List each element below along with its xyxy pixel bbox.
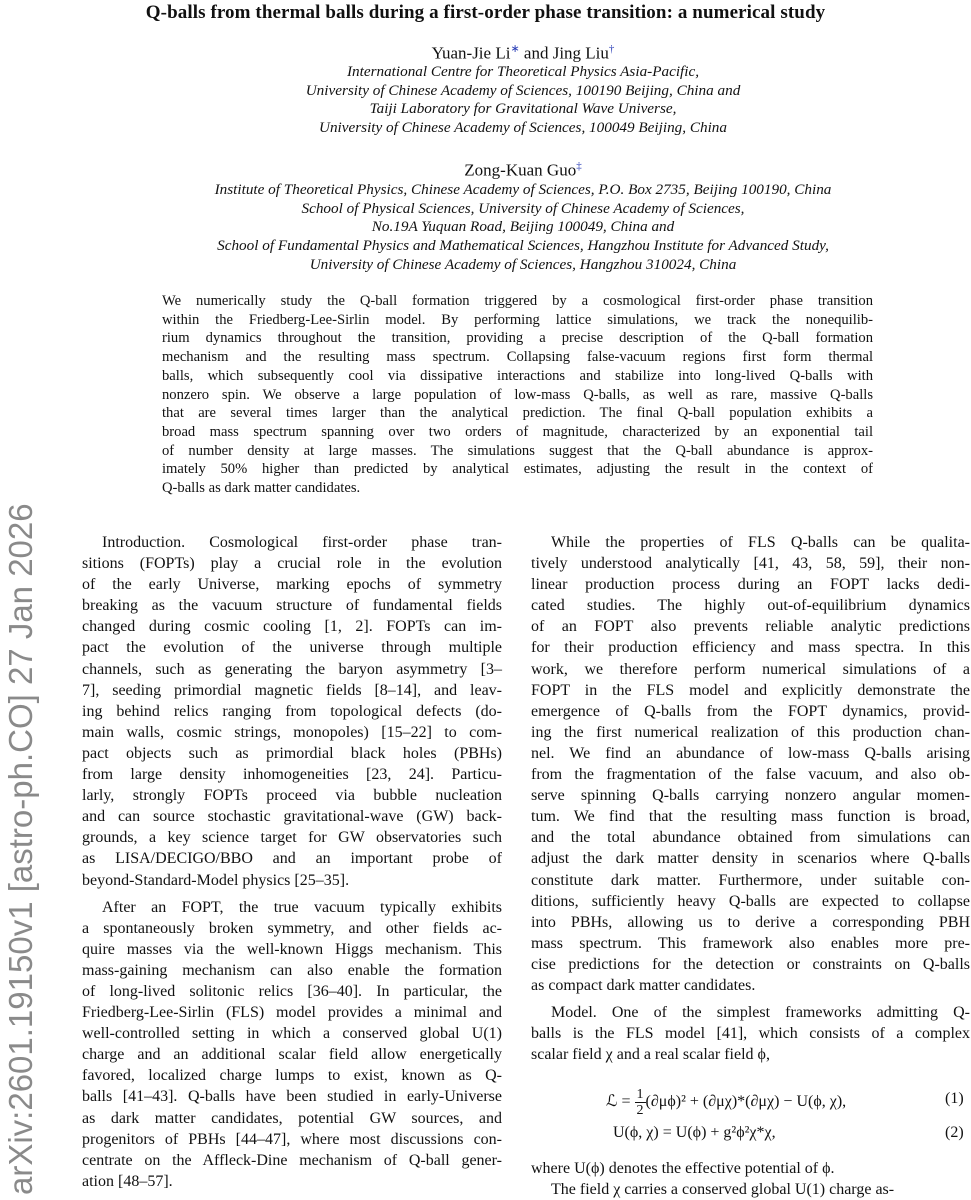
text-line: favored, localized charge lumps to exist, known as Q- [82, 1067, 502, 1085]
author-footnote-mark[interactable]: † [608, 43, 615, 55]
text-line: of long-lived solitonic relics [36–40]. In particular, the [82, 982, 502, 1000]
text-line: balls is the FLS model [41], which consists of a complex [531, 1025, 970, 1043]
text-line: While the properties of FLS Q-balls can be qualita- [551, 534, 970, 551]
affiliation-line: Taiji Laboratory for Gravitational Wave Universe, [369, 100, 677, 118]
text-line: and can source stochastic gravitational-wave (GW) back- [82, 808, 502, 826]
affiliation-line: University of Chinese Academy of Sciences, 100049 Beijing, China [318, 119, 727, 137]
text-line: grounds, a key science target for GW observatories such [82, 829, 502, 847]
abstract-line: We numerically study the Q-ball formation triggered by a cosmological first-order phase transition [162, 293, 873, 309]
author-line-2 [0, 160, 971, 181]
text-line: linear production process during an FOPT lacks dedi- [531, 576, 970, 594]
abstract-line: balls, which subsequently cool via dissipative interactions and stabilize into long-lived Q-balls with [162, 367, 873, 384]
text-line: pact objects such as primordial black holes (PBHs) [82, 744, 502, 762]
equation-number-2: (2) [945, 1124, 964, 1141]
text-line: nel. We find an abundance of low-mass Q-balls arising [531, 744, 970, 762]
text-line: ing the first numerical realization of this production chan- [531, 723, 970, 741]
affiliation-block-1 [0, 63, 971, 138]
text-line: FOPT in the FLS model and explicitly demonstrate the [531, 681, 970, 699]
eq1-lhs: ℒ = [606, 1093, 631, 1111]
equation-number-1: (1) [945, 1090, 964, 1107]
text-line: changed during cosmic cooling [1, 2]. FOPTs can im- [82, 618, 502, 636]
text-line: main walls, cosmic strings, monopoles) [15–22] to com- [82, 723, 502, 741]
text-line: serve spinning Q-balls carrying nonzero angular momen- [531, 787, 970, 805]
text-line: ditions, sufficiently heavy Q-balls are expected to collapse [531, 892, 970, 910]
eq1-fraction: $\frac{1}{2}$ [636, 1087, 644, 1118]
text-line: for their production efficiency and mass spectra. In this [531, 639, 970, 657]
text-line: channels, such as generating the baryon asymmetry [3– [82, 660, 502, 678]
text-line: mass spectrum. This framework also enables more pre- [531, 934, 970, 952]
text-line: of the early Universe, marking epochs of symmetry [82, 576, 502, 594]
text-line: Introduction. Cosmological first-order phase tran- [102, 534, 502, 551]
text-line: ation [48–57]. [82, 1172, 173, 1190]
model-paragraph [531, 1002, 970, 1065]
text-line: of an FOPT also prevents reliable analytic predictions [531, 618, 970, 636]
abstract-line: mechanism and the resulting mass spectrum. Collapsing false-vacuum regions first form thermal [162, 349, 873, 366]
affiliation-line: International Centre for Theoretical Physics Asia-Pacific, [346, 63, 700, 80]
text-line: scalar field χ and a real scalar field ϕ, [531, 1046, 770, 1064]
equation-2: U(ϕ, χ) = U(ϕ) + g²ϕ²χ*χ, [613, 1124, 776, 1141]
author-name: Zong-Kuan Guo [464, 160, 577, 180]
text-line: and the total abundance obtained from simulations can [531, 829, 970, 847]
text-line: as LISA/DECIGO/BBO and an important probe of [82, 850, 502, 868]
text-line: as dark matter candidates, potential GW sources, and [82, 1109, 502, 1127]
abstract-line: nonzero spin. We observe a large population of low-mass Q-balls, as well as rare, massive Q-balls [162, 386, 873, 403]
text-line: charge and an additional scalar field allow energetically [82, 1046, 502, 1064]
text-line: as compact dark matter candidates. [531, 976, 756, 994]
abstract-line: Q-balls as dark matter candidates. [162, 480, 361, 497]
body-paragraph [82, 897, 502, 1192]
abstract-line: imately 50% higher than predicted by analytical estimates, adjusting the result in the context of [162, 461, 873, 478]
text-line: centrate on the Affleck-Dine mechanism of Q-ball gener- [82, 1151, 502, 1169]
text-line: breaking as the vacuum structure of fundamental fields [82, 597, 502, 615]
text-line: Friedberg-Lee-Sirlin (FLS) model provides a minimal and [82, 1004, 502, 1022]
author-name: Yuan-Jie Li [431, 43, 511, 63]
text-line: sitions (FOPTs) play a crucial role in the evolution [82, 555, 502, 573]
author-and: and [523, 43, 549, 63]
abstract-line: within the Friedberg-Lee-Sirlin model. By performing lattice simulations, we track the nonequilib- [162, 311, 873, 328]
intro-paragraph [82, 532, 502, 891]
author-footnote-mark[interactable]: ‡ [576, 160, 582, 172]
eq1-rhs: (∂μϕ)² + (∂μχ)*(∂μχ) − U(ϕ, χ), [645, 1093, 847, 1111]
abstract-line: rium dynamics throughout the transition, providing a precise description of the Q-ball formation [162, 330, 873, 347]
arxiv-sidebar-stamp: arXiv:2601.19150v1 [astro-ph.CO] 27 Jan 2026 [2, 503, 39, 1195]
text-line: constitute dark matter. Furthermore, under suitable con- [531, 871, 970, 889]
text-line: well-controlled setting in which a conserved global U(1) [82, 1025, 502, 1043]
right-column-continued [531, 1158, 970, 1200]
text-line: The field χ carries a conserved global U(1) charge as- [551, 1181, 895, 1199]
abstract [162, 292, 873, 498]
body-paragraph [531, 532, 970, 996]
text-line: work, we therefore perform numerical simulations of a [531, 660, 970, 678]
text-line: a spontaneously broken symmetry, and other fields ac- [82, 919, 502, 937]
text-line: tum. We find that the resulting mass function is broad, [531, 808, 970, 826]
text-line: from the fragmentation of the false vacuum, and also ob- [531, 766, 970, 784]
text-line: larly, strongly FOPTs proceed via bubble nucleation [82, 787, 502, 805]
equation-1 [606, 1087, 846, 1118]
affiliation-line: University of Chinese Academy of Sciences, Hangzhou 310024, China [309, 255, 737, 273]
author-footnote-mark[interactable]: ∗ [510, 43, 520, 55]
text-line: beyond-Standard-Model physics [25–35]. [82, 871, 350, 889]
text-line: Model. One of the simplest frameworks admitting Q- [551, 1004, 970, 1022]
text-line: balls [41–43]. Q-balls have been studied in early-Universe [82, 1088, 502, 1106]
author-name: Jing Liu [552, 43, 609, 63]
text-line: cise predictions for the detection or constraints on Q-balls [531, 955, 970, 973]
author-line-1 [0, 42, 971, 64]
text-line: into PBHs, allowing us to derive a corresponding PBH [531, 913, 970, 931]
affiliation-line: No.19A Yuquan Road, Beijing 100049, China and [371, 218, 675, 236]
text-line: emergence of Q-balls from the FOPT dynamics, provid- [531, 702, 970, 720]
right-column [531, 532, 970, 1065]
text-line: tively understood analytically [41, 43, 58, 59], their non- [531, 555, 970, 573]
abstract-line: broad mass spectrum spanning over two orders of magnitude, characterized by an exponential tail [162, 423, 873, 440]
text-line: adjust the dark matter density in scenarios where Q-balls [531, 850, 970, 868]
abstract-line: that are several times larger than the analytical prediction. The final Q-ball population exhibits a [162, 405, 873, 422]
affiliation-line: School of Physical Sciences, University of Chinese Academy of Sciences, [301, 199, 745, 217]
affiliation-line: University of Chinese Academy of Sciences, 100190 Beijing, China and [305, 81, 741, 99]
text-line: mass-gaining mechanism can also enable the formation [82, 961, 502, 979]
text-line: pact the evolution of the universe through multiple [82, 639, 502, 657]
affiliation-block-2 [0, 181, 971, 275]
text-line: ing behind relics ranging from topological defects (do- [82, 702, 502, 720]
text-line: from large density inhomogeneities [23, 24]. Particu- [82, 766, 502, 784]
text-line: progenitors of PBHs [44–47], where most discussions con- [82, 1130, 502, 1148]
text-line: cated studies. The highly out-of-equilibrium dynamics [531, 597, 970, 615]
text-line: After an FOPT, the true vacuum typically exhibits [102, 898, 502, 916]
affiliation-line: Institute of Theoretical Physics, Chinese Academy of Sciences, P.O. Box 2735, Beijing 100190, China [214, 181, 832, 198]
left-column [82, 532, 502, 1192]
abstract-line: of number density at large masses. The simulations suggest that the Q-ball abundance is approx- [162, 442, 873, 459]
paper-title: Q-balls from thermal balls during a first-order phase transition: a numerical study [145, 2, 826, 23]
text-line: 7], seeding primordial magnetic fields [8–14], and leav- [82, 681, 502, 699]
text-line: quire masses via the well-known Higgs mechanism. This [82, 940, 502, 958]
text-line: where U(ϕ) denotes the effective potential of ϕ. [531, 1160, 835, 1177]
affiliation-line: School of Fundamental Physics and Mathematical Sciences, Hangzhou Institute for Advanced Study, [217, 237, 829, 255]
